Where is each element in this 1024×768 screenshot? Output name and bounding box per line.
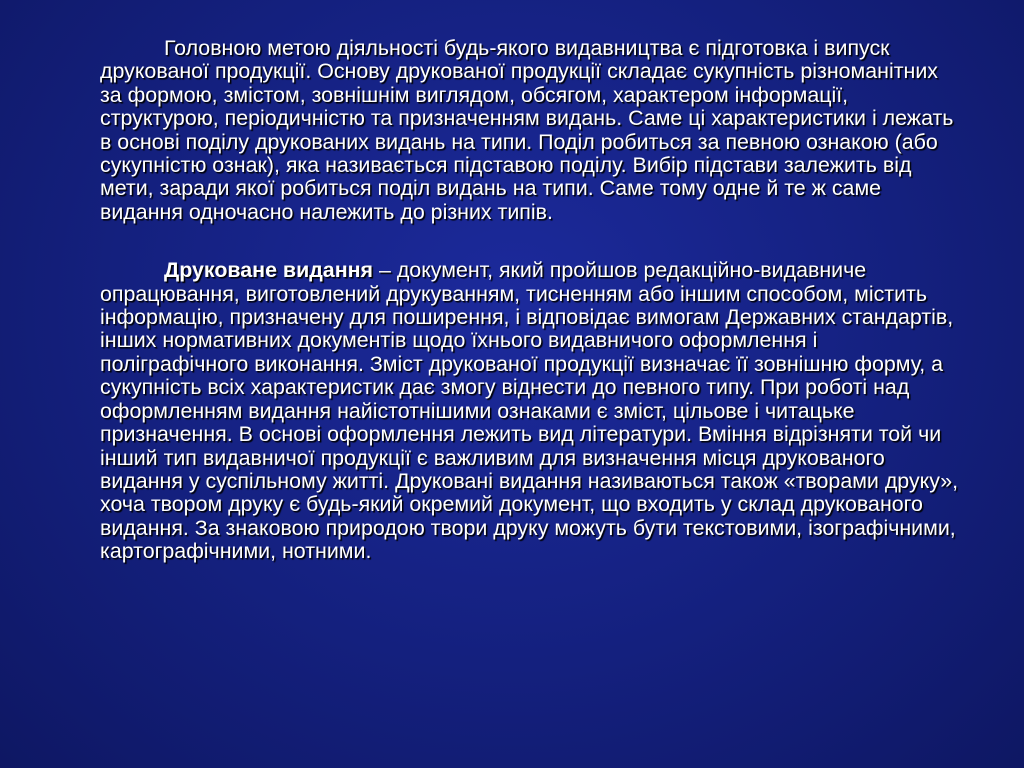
paragraph-2-text: – документ, який пройшов редакційно-видавниче опрацювання, виготовлений друкуванням, тисненням або іншим способом, містить інформацію, призначену для поширення, і відповідає вимогам Державних стандартів, інших нормативних документів щодо їхнього видавничого оформлення і поліграфічного виконання. Зміст друкованої продукції визначає її зовнішню форму, а сукупність всіх характеристик дає змогу віднести до певного типу. При роботі над оформленням видання найістотнішими ознаками є зміст, цільове і читацьке призначення. В основі оформлення лежить вид літератури. Вміння відрізняти той чи інший тип видавничої продукції є важливим для визначення місця друкованого видання у суспільному житті. Друковані видання називаються також «творами друку», хоча твором друку є будь-який окремий документ, що входить у склад друкованого видання. За знаковою природою твори друку можуть бути текстовими, ізографічними, картографічними, нотними.	[100, 258, 959, 564]
paragraph-printed-edition-definition	[100, 259, 960, 563]
term-printed-edition: Друковане видання	[164, 258, 374, 283]
paragraph-1-text: Головною метою діяльності будь-якого видавництва є підготовка і випуск друкованої продукції. Основу друкованої продукції складає сукупність різноманітних за формою, змістом, зовнішнім виглядом, обсягом, характером інформації, структурою, періодичністю та призначенням видань. Саме ці характеристики і лежать в основі поділу друкованих видань на типи. Поділ робиться за певною ознакою (або сукупністю ознак), яка називається підставою поділу. Вибір підстави залежить від мети, заради якої робиться поділ видань на типи. Саме тому одне й те ж саме видання одночасно належить до різних типів.	[100, 36, 954, 224]
slide-body-text	[100, 37, 960, 564]
paragraph-publishing-goal	[100, 37, 960, 224]
